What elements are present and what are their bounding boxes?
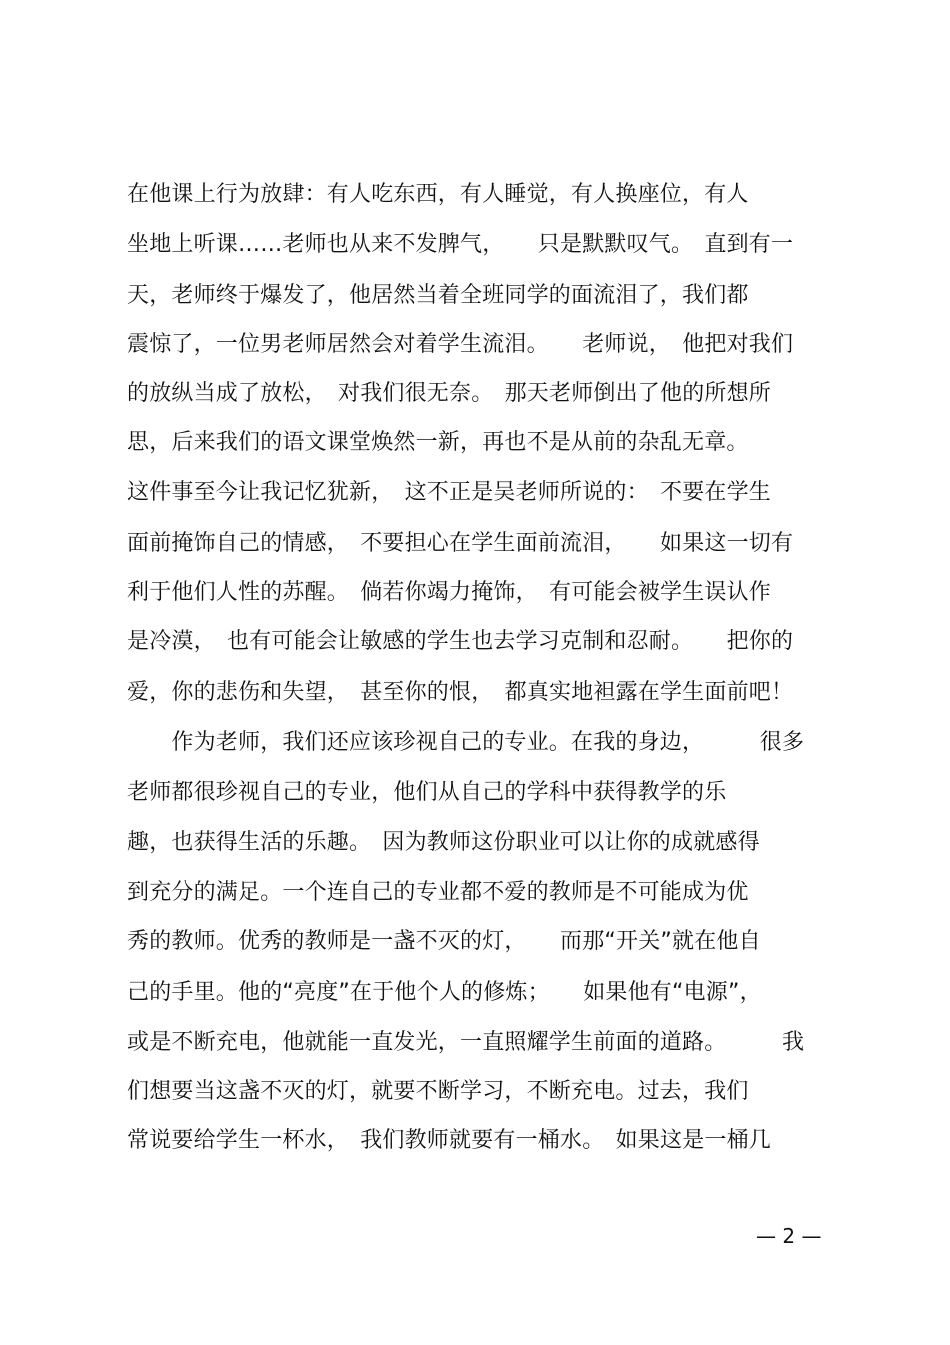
text-line: 们想要当这盏不灭的灯，就要不断学习，不断充电。过去，我们 [127, 1079, 749, 1104]
text-line: 爱，你的悲伤和失望， 甚至你的恨， 都真实地袒露在学生面前吧！ [127, 680, 794, 705]
text-line: 常说要给学生一杯水， 我们教师就要有一桶水。 如果这是一桶几 [127, 1128, 772, 1153]
text-line: 是冷漠， 也有可能会让敏感的学生也去学习克制和忍耐。 把你的 [127, 629, 794, 654]
text-line: 作为老师，我们还应该珍视自己的专业。在我的身边， 很多 [127, 730, 805, 755]
text-line: 老师都很珍视自己的专业，他们从自己的学科中获得教学的乐 [127, 780, 727, 805]
text-line: 秀的教师。优秀的教师是一盏不灭的灯， 而那“开关”就在他自 [127, 929, 761, 954]
text-line: 坐地上听课……老师也从来不发脾气， 只是默默叹气。 直到有一 [127, 232, 794, 257]
text-line: 或是不断充电，他就能一直发光，一直照耀学生前面的道路。 我 [127, 1030, 805, 1055]
text-line: 震惊了，一位男老师居然会对着学生流泪。 老师说， 他把对我们 [127, 332, 794, 357]
text-line: 思，后来我们的语文课堂焕然一新，再也不是从前的杂乱无章。 [127, 430, 749, 455]
text-line: 己的手里。他的“亮度”在于他个人的修炼； 如果他有“电源”， [127, 980, 762, 1005]
page-number: — 2 — [756, 1224, 822, 1248]
text-line: 的放纵当成了放松， 对我们很无奈。 那天老师倒出了他的所想所 [127, 381, 772, 406]
text-line: 趣，也获得生活的乐趣。 因为教师这份职业可以让你的成就感得 [127, 830, 760, 855]
text-line: 面前掩饰自己的情感， 不要担心在学生面前流泪， 如果这一切有 [127, 531, 794, 556]
text-line: 这件事至今让我记忆犹新， 这不正是吴老师所说的： 不要在学生 [127, 480, 772, 505]
text-line: 利于他们人性的苏醒。 倘若你竭力掩饰， 有可能会被学生误认作 [127, 580, 772, 605]
text-line: 到充分的满足。一个连自己的专业都不爱的教师是不可能成为优 [127, 880, 749, 905]
text-line: 天，老师终于爆发了，他居然当着全班同学的面流泪了，我们都 [127, 283, 749, 308]
text-line: 在他课上行为放肆：有人吃东西，有人睡觉，有人换座位，有人 [127, 182, 749, 207]
